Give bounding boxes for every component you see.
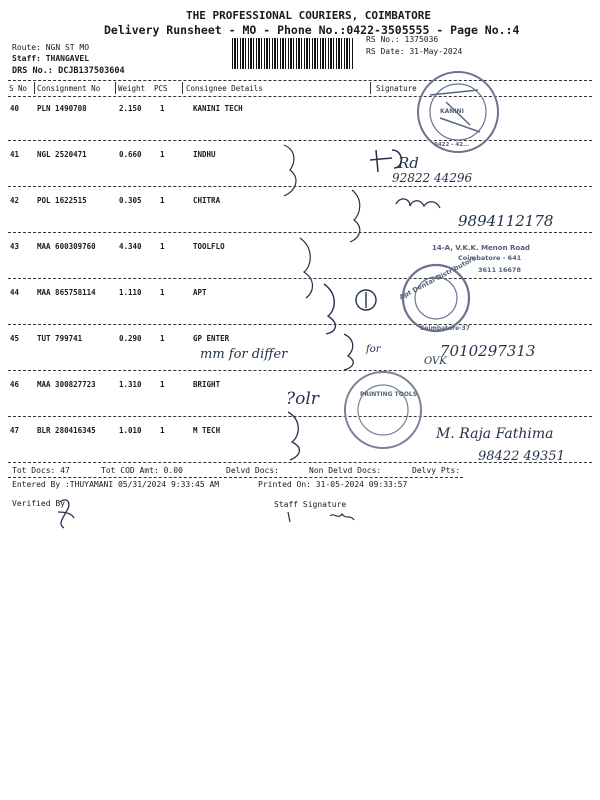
column-divider [370,82,371,94]
row-weight: 0.660 [119,150,142,159]
row-consignee: TOOLFLO [193,242,225,251]
col-header-consignment: Consignment No [37,84,101,93]
row-sno: 44 [10,288,20,297]
row-sno: 41 [10,150,20,159]
total-docs: Tot Docs: 47 [12,466,70,475]
row-pcs: 1 [160,104,165,113]
column-divider [115,82,116,94]
row-separator [8,186,592,187]
row-consignee: INDHU [193,150,216,159]
row-consignee: KANINI TECH [193,104,243,113]
stamp-toolflo-line2: Coimbatore - 641 [458,254,522,262]
col-header-weight: Weight [118,84,146,93]
stamp-toolflo-line1: 14-A, V.K.K. Menon Road [432,244,530,252]
company-name: THE PROFESSIONAL COURIERS, COIMBATORE [186,9,432,22]
barcode-image [232,38,354,69]
row-consignee: BRIGHT [193,380,221,389]
drs-value: DCJB137503604 [58,66,125,76]
row-consignment-no: MAA 600309760 [37,242,96,251]
delivery-points: Delvy Pts: [412,466,461,475]
verified-by-label: Verified By [12,499,65,508]
signature-row46: ?olr [286,389,319,409]
row-separator [8,370,592,371]
table-bottom-rule [8,462,592,463]
runsheet-subtitle: Delivery Runsheet - MO - Phone No.:0422-3505555 - Page No.:4 [104,23,520,37]
row-consignment-no: MAA 300827723 [37,380,96,389]
row-sno: 45 [10,334,20,343]
row-sno: 43 [10,242,20,251]
row-consignee: CHITRA [193,196,221,205]
footer-rule [8,477,463,478]
handwritten-phone-row41: 92822 44296 [392,171,473,185]
row-weight: 1.010 [119,426,142,435]
consignee-bracket [284,145,296,196]
row-separator [8,324,592,325]
row-sno: 40 [10,104,20,113]
stamp-apt-text: Apt Dental Distributors [397,254,478,302]
stamp-toolflo-phone: 3611 16678 [478,266,521,274]
toolflo-address-stamp [432,244,530,274]
row-sno: 42 [10,196,20,205]
stamp-printing-text: PRINTING TOOLS [360,391,418,398]
row-consignment-no: PLN 1490708 [37,104,87,113]
row-consignee: GP ENTER [193,334,230,343]
printing-tools-stamp-seal [345,372,421,448]
consignee-bracket [344,334,353,370]
non-delivered-docs: Non Delvd Docs: [309,466,382,475]
staff-signature-label: Staff Signature [274,500,347,509]
row-consignee: M TECH [193,426,221,435]
stamp-kanini-phone: 0422 - 42... [434,142,470,148]
consignee-bracket [300,238,313,298]
stamp-apt-city: Coimbatore-37 [420,325,471,332]
column-divider [34,82,35,94]
row-pcs: 1 [160,334,165,343]
handwritten-signature-row41: Rd [398,154,419,172]
column-divider [182,82,183,94]
row-sno: 46 [10,380,20,389]
col-header-pcs: PCS [154,84,168,93]
row-pcs: 1 [160,380,165,389]
row-weight: 0.305 [119,196,142,205]
col-header-sno: S No [9,84,28,93]
row-weight: 0.290 [119,334,142,343]
entered-by: Entered By :THUYAMANI 05/31/2024 9:33:45 AM [12,480,220,489]
staff-label: Staff: THANGAVEL [12,54,90,63]
row-weight: 1.110 [119,288,142,297]
row-separator [8,278,592,279]
row-separator [8,140,592,141]
col-header-consignee: Consignee Details [186,84,263,93]
row-consignment-no: BLR 280416345 [37,426,96,435]
drs-number [12,66,125,76]
consignee-bracket [350,190,360,242]
apt-dental-stamp-seal [398,254,477,332]
row-weight: 1.310 [119,380,142,389]
row-pcs: 1 [160,196,165,205]
col-header-signature: Signature [376,84,417,93]
row-consignment-no: POL 1622515 [37,196,87,205]
consignee-bracket [288,412,299,460]
handwritten-name-row47: M. Raja Fathima [436,426,554,442]
staff-signature-mark [288,512,354,522]
signature-row42 [396,199,440,208]
row-separator [8,232,592,233]
signature-row41 [370,150,401,172]
stamp-kanini-text: KANINI [440,108,464,115]
consignee-bracket [324,284,335,334]
signature-row44 [356,290,376,310]
row-pcs: 1 [160,150,165,159]
table-header-rule [8,96,592,97]
handwritten-note-row45: mm for differ [200,347,288,362]
row-pcs: 1 [160,426,165,435]
row-consignment-no: MAA 865758114 [37,288,96,297]
signature-row45: OVK [424,356,447,367]
row-consignment-no: NGL 2520471 [37,150,87,159]
drs-label: DRS No.: [12,66,53,76]
row-pcs: 1 [160,242,165,251]
handwritten-phone-row47: 98422 49351 [478,449,565,464]
delivered-docs: Delvd Docs: [226,466,279,475]
handwritten-phone-row42: 9894112178 [458,212,554,230]
row-weight: 4.340 [119,242,142,251]
printed-on: Printed On: 31-05-2024 09:33:57 [258,480,408,489]
total-cod: Tot COD Amt: 0.00 [101,466,183,475]
handwritten-phone-row45: 7010297313 [440,342,536,360]
row-sno: 47 [10,426,20,435]
row-consignee: APT [193,288,207,297]
row-pcs: 1 [160,288,165,297]
row-separator [8,416,592,417]
row-consignment-no: TUT 799741 [37,334,83,343]
route-label: Route: NGN ST MO [12,43,90,52]
handwritten-for-row45: for [366,344,381,355]
table-top-rule [8,80,592,81]
row-weight: 2.150 [119,104,142,113]
rs-date: RS Date: 31-May-2024 [366,47,463,56]
rs-number: RS No.: 1375036 [366,35,439,44]
